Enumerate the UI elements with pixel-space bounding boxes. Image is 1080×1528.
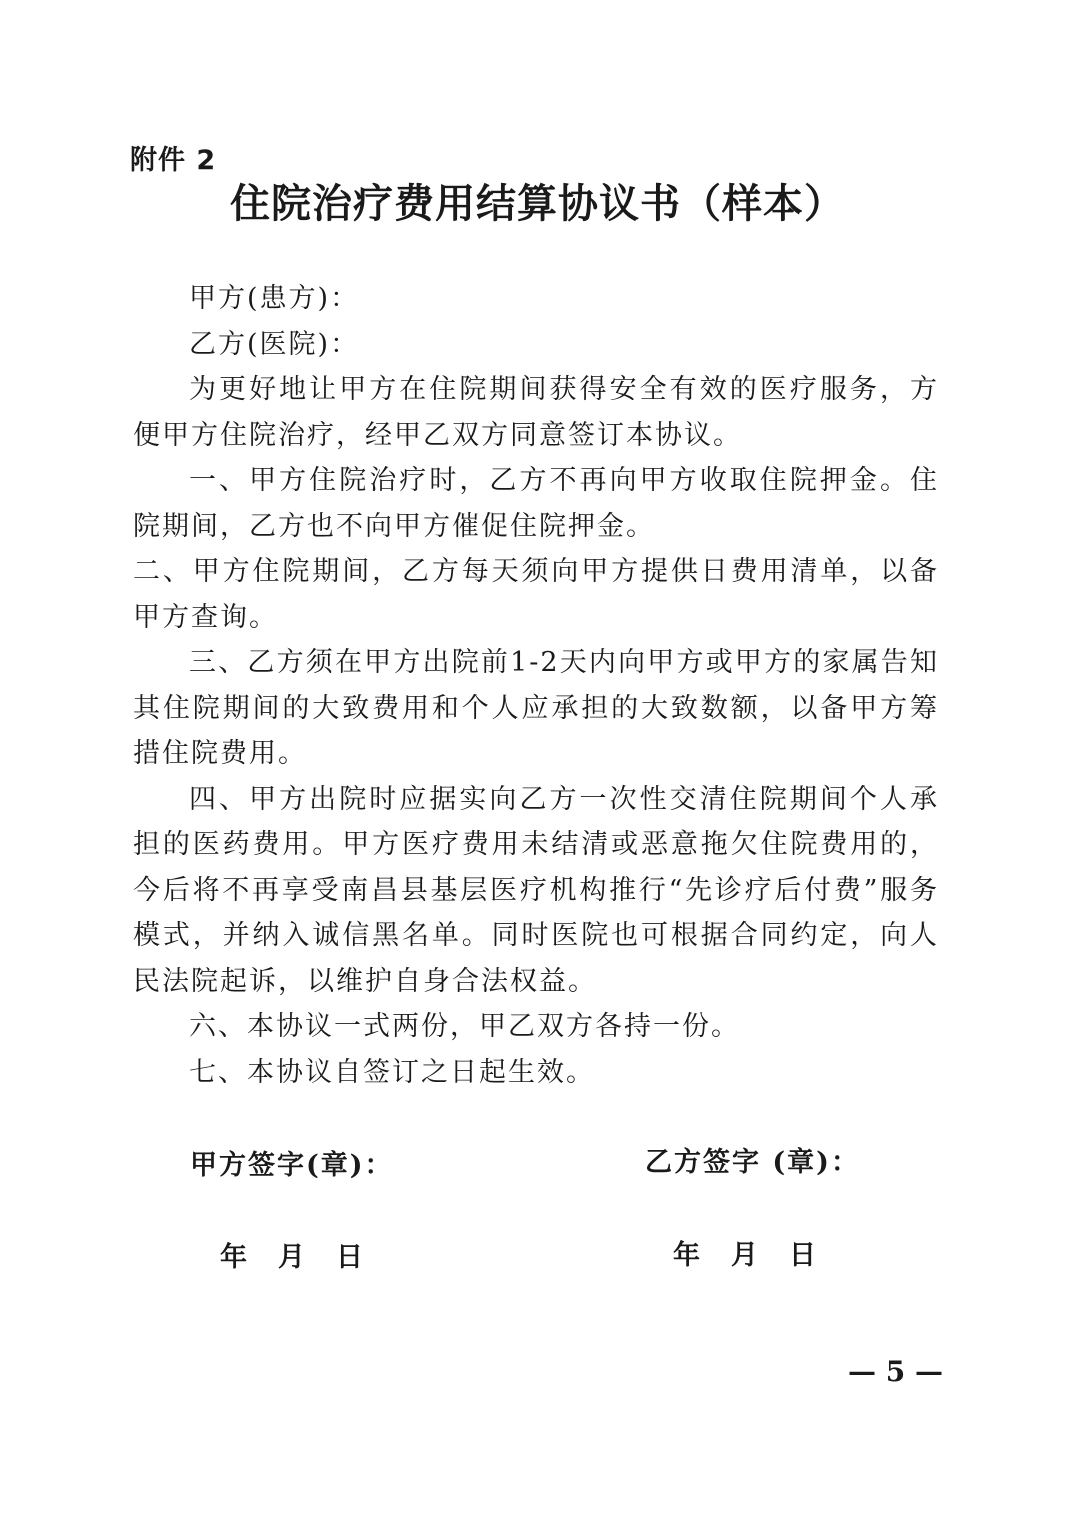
year-label: 年 — [220, 1242, 247, 1273]
clause-7: 七、本协议自签订之日起生效。 — [189, 1056, 595, 1088]
day-label: 日 — [789, 1240, 816, 1271]
party-a-signature-label: 甲方签字(章)： — [190, 1150, 394, 1181]
page-number: — 5 — — [848, 1355, 943, 1388]
clause-1: 一、甲方住院治疗时，乙方不再向甲方收取住院押金。住院期间，乙方也不向甲方催促住院押金。 — [133, 465, 939, 542]
clause-4: 四、甲方出院时应据实向乙方一次性交清住院期间个人承担的医药费用。甲方医疗费用未结清或恶意拖欠住院费用的，今后将不再享受南昌县基层医疗机构推行“先诊疗后付费”服务模式，并纳入诚信黑名单。同时医院也可根据合同约定，向人民法院起诉，以维护自身合法权益。 — [133, 783, 939, 997]
day-label: 日 — [336, 1242, 363, 1273]
year-label: 年 — [673, 1240, 700, 1271]
party-a-date — [220, 1235, 363, 1274]
clause-2: 二、甲方住院期间，乙方每天须向甲方提供日费用清单，以备甲方查询。 — [133, 556, 939, 633]
party-a-line: 甲方(患方)： — [189, 283, 360, 314]
preamble-paragraph: 为更好地让甲方在住院期间获得安全有效的医疗服务，方便甲方住院治疗，经甲乙双方同意签订本协议。 — [133, 374, 939, 451]
month-label: 月 — [731, 1240, 758, 1271]
clause-6: 六、本协议一式两份，甲乙双方各持一份。 — [189, 1011, 740, 1042]
attachment-label: 附件 2 — [130, 145, 217, 176]
month-label: 月 — [278, 1242, 305, 1273]
party-b-signature-label: 乙方签字 (章)： — [645, 1147, 860, 1178]
agreement-body — [133, 276, 939, 1095]
party-b-date — [673, 1233, 816, 1272]
party-b-line: 乙方(医院)： — [189, 328, 360, 360]
clause-3: 三、乙方须在甲方出院前1-2天内向甲方或甲方的家属告知其住院期间的大致费用和个人应承担的大致数额，以备甲方筹措住院费用。 — [133, 647, 939, 769]
document-title: 住院治疗费用结算协议书（样本） — [230, 181, 845, 227]
